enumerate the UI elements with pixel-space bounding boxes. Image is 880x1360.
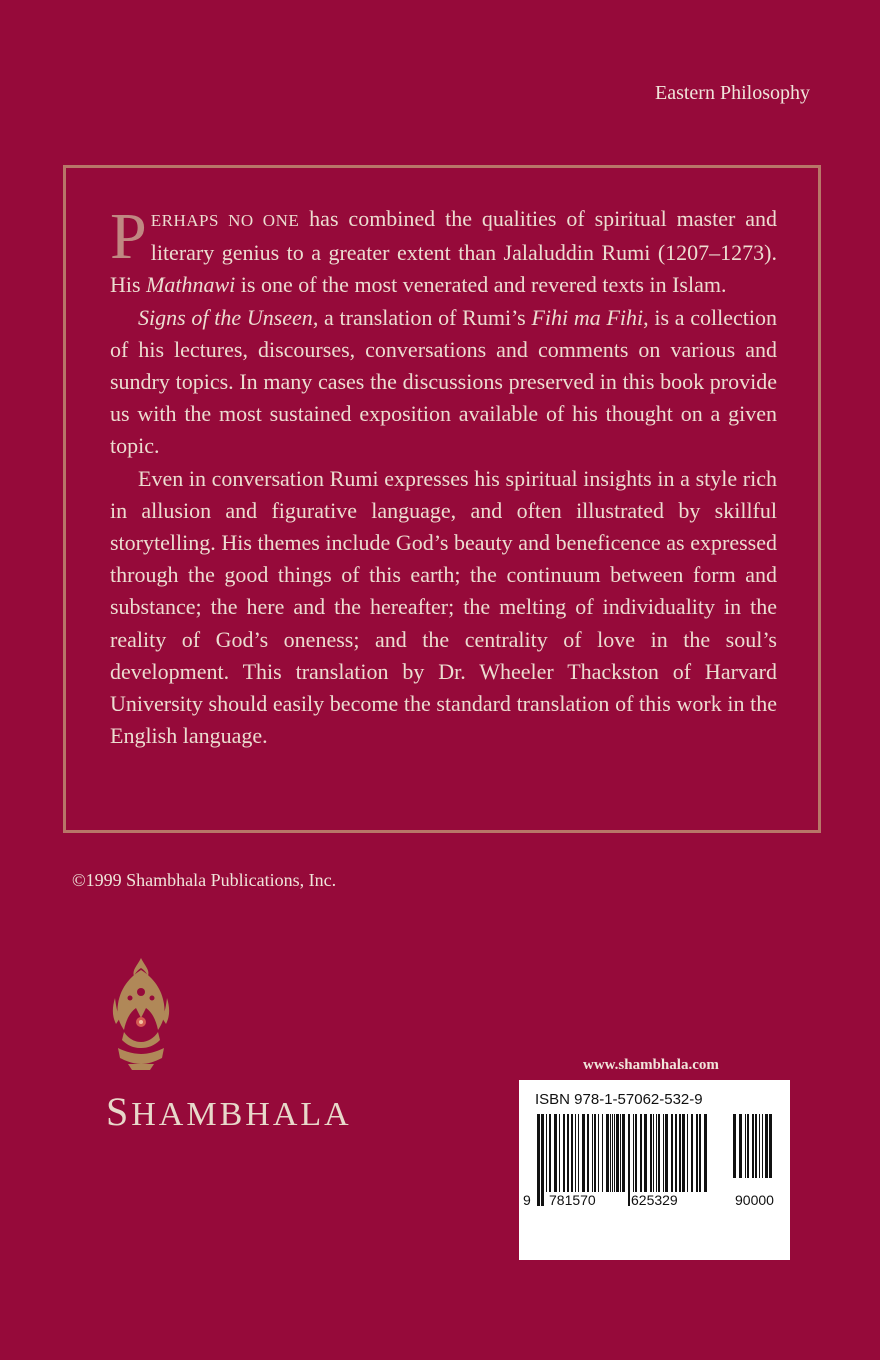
barcode-digits-right: 625329 (631, 1192, 678, 1208)
barcode-bar (612, 1114, 613, 1192)
barcode-bar (747, 1114, 749, 1178)
blurb-paragraph-2 (110, 302, 777, 463)
category-label: Eastern Philosophy (655, 82, 810, 104)
barcode-bar (602, 1114, 603, 1192)
barcode-bar (675, 1114, 677, 1192)
barcode-bar (765, 1114, 768, 1178)
blurb-paragraph-3: Even in conversation Rumi expresses his spiritual insights in a style rich in allusion and figurative language, and often illustrated by skillful storytelling. His themes include God’s beauty and beneficence as expressed through the good things of this earth; the continuum between form and substance; the here and the hereafter; the melting of individuality in the reality of God’s oneness; and the centrality of love in the soul’s development. This translation by Dr. Wheeler Thackston of Harvard University should easily become the standard translation of this work in the English language. (110, 465, 777, 749)
barcode-digit-first: 9 (523, 1192, 531, 1208)
barcode-bar (644, 1114, 647, 1192)
shambhala-emblem-icon (110, 958, 172, 1070)
mathnawi-title: Mathnawi (146, 272, 236, 298)
barcode-bar (628, 1114, 630, 1206)
barcode-bar (671, 1114, 673, 1192)
barcode-bar (622, 1114, 625, 1192)
barcode-bar (554, 1114, 557, 1192)
barcode-bar (546, 1114, 547, 1192)
p2-mid: , a translation of Rumi’s (312, 304, 532, 330)
lead-in: ERHAPS NO ONE (150, 211, 300, 230)
addon-digits: 90000 (735, 1192, 774, 1208)
barcode-bar (610, 1114, 611, 1192)
barcode-bar (739, 1114, 742, 1178)
barcode-bar (650, 1114, 652, 1192)
publisher-name-rest: HAMBHALA (131, 1096, 352, 1133)
barcode-bar (733, 1114, 736, 1178)
barcode-bar (755, 1114, 757, 1178)
isbn-label: ISBN 978-1-57062-532-9 (535, 1091, 703, 1108)
barcode-bar (653, 1114, 654, 1192)
barcode-bar (691, 1114, 693, 1192)
p2-rest: , is a collection of his lectures, discourses, conversations and comments on various and sundry topics. In many cases the discussions preserved in this book provide us with the most sustained exposition available of his thought on a given topic. (110, 304, 777, 459)
barcode-bar (769, 1114, 772, 1178)
barcode-bar (699, 1114, 701, 1192)
barcode-bar (578, 1114, 579, 1192)
drop-cap: P (110, 200, 147, 273)
barcode-bar (745, 1114, 746, 1178)
barcode-digits-left: 781570 (549, 1192, 596, 1208)
barcode-bar (640, 1114, 642, 1192)
barcode-bar (620, 1114, 621, 1192)
barcode-bar (571, 1114, 573, 1192)
barcode-bar (656, 1114, 657, 1192)
barcode-panel (519, 1080, 790, 1260)
barcode-bar (759, 1114, 760, 1178)
barcode-bar (587, 1114, 589, 1192)
barcode-bar (541, 1114, 544, 1206)
barcode-bar (598, 1114, 599, 1192)
barcode-bar (679, 1114, 681, 1192)
barcode-bar (696, 1114, 698, 1192)
original-title: Fihi ma Fihi (531, 304, 644, 330)
barcode-bar (567, 1114, 569, 1192)
barcode-bar (537, 1114, 540, 1206)
barcode-bar (665, 1114, 668, 1192)
barcode-bar (762, 1114, 763, 1178)
barcode-bar (658, 1114, 660, 1192)
copyright-notice: ©1999 Shambhala Publications, Inc. (72, 870, 337, 890)
barcode-bar (616, 1114, 619, 1192)
barcode-bar (663, 1114, 664, 1192)
p1-text: has combined the qualities of spiritual master and literary genius to a greater extent than Jalaluddin Rumi (1207–1273). His (110, 206, 777, 298)
barcode-bar (559, 1114, 560, 1192)
barcode-bar (704, 1114, 707, 1192)
barcode-bar (687, 1114, 688, 1192)
blurb-paragraph-1 (110, 200, 777, 302)
barcode-bar (635, 1114, 637, 1192)
barcode-bar (614, 1114, 615, 1192)
barcode-bar (582, 1114, 585, 1192)
barcode-bar (594, 1114, 596, 1192)
publisher-logotype (106, 1088, 352, 1135)
barcode-bar (752, 1114, 754, 1178)
barcode-bar (563, 1114, 565, 1192)
blurb-text (110, 200, 777, 752)
barcode-bar (575, 1114, 576, 1192)
barcode-bar (682, 1114, 685, 1192)
barcode-bar (606, 1114, 609, 1192)
publisher-initial: S (106, 1089, 132, 1134)
barcode-bar (592, 1114, 593, 1192)
book-title: Signs of the Unseen (138, 304, 313, 330)
publisher-website: www.shambhala.com (583, 1057, 719, 1073)
p1-end: is one of the most venerated and revered texts in Islam. (235, 272, 727, 298)
barcode-bar (549, 1114, 551, 1192)
